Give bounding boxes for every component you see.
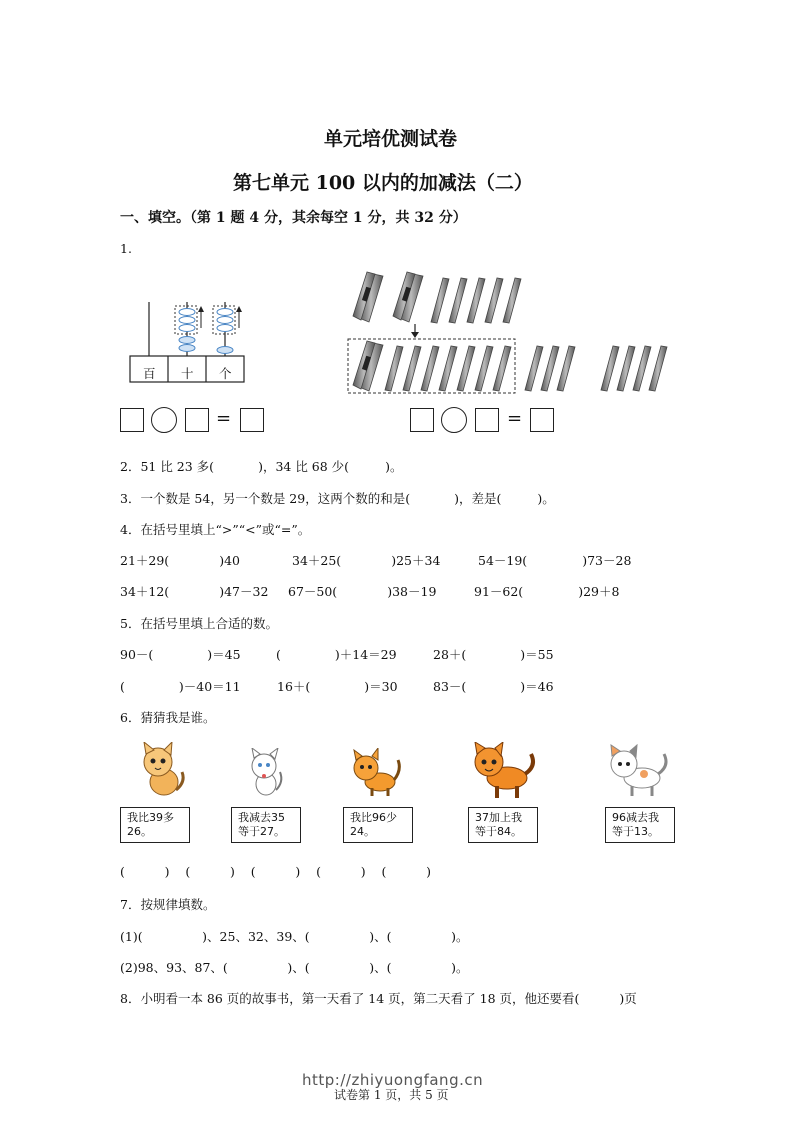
abacus-label-tens: 十 — [181, 366, 194, 381]
q4-row-1: 54－19( )73－28 — [478, 553, 632, 568]
q5-row-2: 16＋( )＝30 — [277, 679, 398, 694]
answer-box[interactable] — [475, 408, 499, 432]
q5-row-2: 83－( )＝46 — [433, 679, 554, 694]
page-title: 单元培优测试卷 — [324, 128, 458, 150]
clue-card-4: 37加上我 等于84。 — [468, 807, 538, 843]
cat-2-illustration — [246, 748, 286, 798]
q5-row-2: ( )－40＝11 — [120, 679, 241, 694]
cat-5-illustration — [606, 744, 670, 798]
q7-sequence-1: (1)( )、25、32、39、( )、( )。 — [120, 929, 469, 944]
clue-card-3: 我比96少 24。 — [343, 807, 413, 843]
question-7: 7．按规律填数。 — [120, 897, 216, 912]
question-5: 5．在括号里填上合适的数。 — [120, 616, 278, 631]
question-1-number: 1. — [120, 241, 132, 256]
cat-1-illustration — [138, 742, 186, 798]
abacus-label-hundreds: 百 — [143, 366, 156, 381]
q4-row-2: 91－62( )29＋8 — [474, 584, 620, 599]
clue-card-2: 我减去35 等于27。 — [231, 807, 301, 843]
cat-4-illustration — [471, 742, 537, 800]
q4-row-2: 67－50( )38－19 — [288, 584, 437, 599]
question-3: 3．一个数是 54，另一个数是 29，这两个数的和是( )，差是( )。 — [120, 491, 555, 506]
q5-row-1: 90－( )＝45 — [120, 647, 241, 662]
answer-circle[interactable] — [441, 407, 467, 433]
page-footer: 试卷第 1 页，共 5 页 — [334, 1088, 449, 1102]
answer-box[interactable] — [185, 408, 209, 432]
q4-row-1: 34＋25( )25＋34 — [292, 553, 441, 568]
answer-box[interactable] — [410, 408, 434, 432]
question-6: 6．猜猜我是谁。 — [120, 710, 216, 725]
answer-box[interactable] — [120, 408, 144, 432]
q5-row-1: ( )＋14＝29 — [276, 647, 397, 662]
abacus-label-ones: 个 — [219, 366, 232, 381]
question-4: 4．在括号里填上“>”“<”或“=”。 — [120, 522, 311, 537]
q4-row-1: 21＋29( )40 — [120, 553, 240, 568]
answer-circle[interactable] — [151, 407, 177, 433]
unit-subtitle: 第七单元 100 以内的加减法（二） — [233, 172, 533, 194]
section-heading: 一、填空。（第 1 题 4 分，其余每空 1 分，共 32 分） — [120, 210, 467, 226]
q5-row-1: 28＋( )＝55 — [433, 647, 554, 662]
q4-row-2: 34＋12( )47－32 — [120, 584, 269, 599]
answer-box[interactable] — [530, 408, 554, 432]
answer-box[interactable] — [240, 408, 264, 432]
equals-sign: = — [216, 408, 232, 429]
question-8: 8．小明看一本 86 页的故事书，第一天看了 14 页，第二天看了 18 页，他还要看( )页 — [120, 991, 637, 1006]
cat-3-illustration — [350, 748, 402, 798]
equals-sign: = — [507, 408, 523, 429]
question-2: 2．51 比 23 多( )，34 比 68 少( )。 — [120, 459, 403, 474]
watermark: http://zhiyuongfang.cn — [302, 1071, 484, 1089]
clue-card-5: 96减去我 等于13。 — [605, 807, 675, 843]
sticks-illustration — [345, 270, 675, 396]
q7-sequence-2: (2)98、93、87、( )、( )、( )。 — [120, 960, 469, 975]
q6-answer-blanks[interactable]: ( ) ( ) ( ) ( ) ( ) — [120, 864, 432, 879]
clue-card-1: 我比39多 26。 — [120, 807, 190, 843]
